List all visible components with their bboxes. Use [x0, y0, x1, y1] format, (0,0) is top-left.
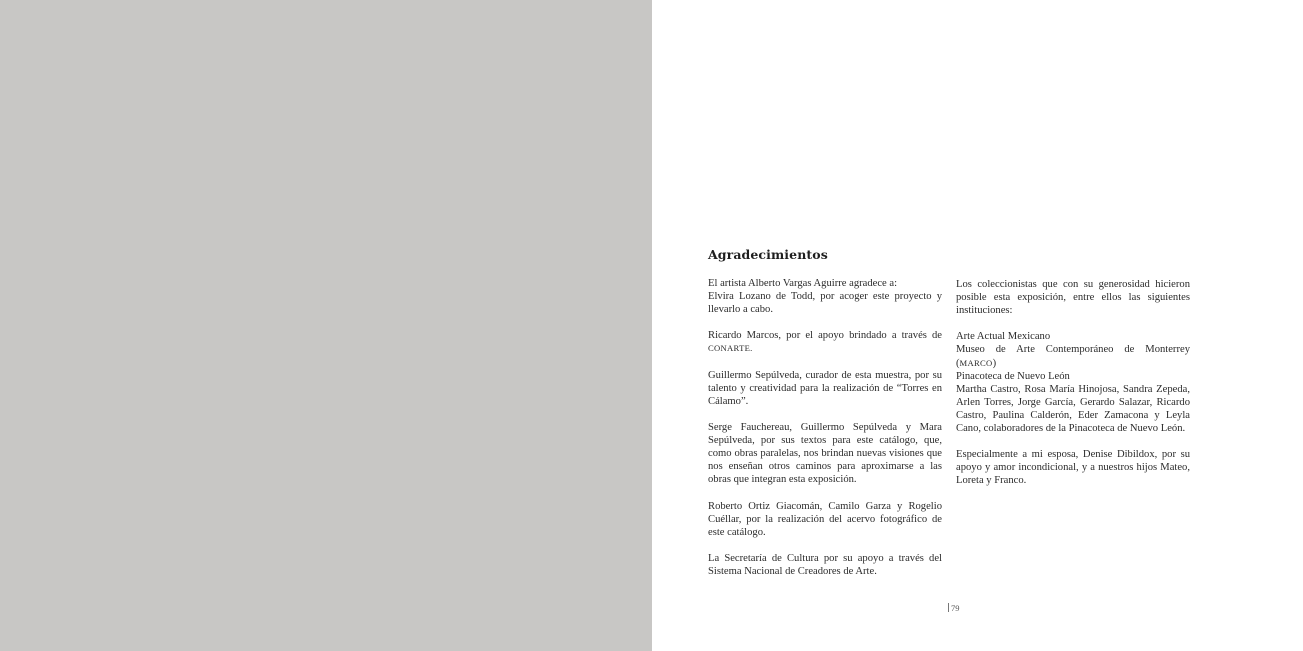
page-number-rule: [948, 603, 949, 612]
paragraph-esposa: Especialmente a mi esposa, Denise Dibildox, por su apoyo y amor incondicional, y a nuestros hijos Mateo, Loreta y Franco.: [956, 449, 1190, 487]
page-number-value: 79: [951, 603, 960, 613]
page-number: [948, 603, 960, 613]
right-text-column: [956, 278, 1190, 501]
conarte-smallcaps: CONARTE.: [708, 343, 753, 354]
institution-marco-text: Museo de Arte Contemporáneo de Monterrey (: [956, 344, 1190, 369]
paragraph-colaboradores: Martha Castro, Rosa María Hinojosa, Sandra Zepeda, Arlen Torres, Jorge García, Gerardo Salazar, Ricardo Castro, Paulina Calderón, Eder Zamacona y Leyla Cano, colaboradores de la Pinacoteca de Nuevo León.: [956, 383, 1190, 435]
institution-marco-close: ): [992, 357, 997, 369]
intro-line: El artista Alberto Vargas Aguirre agradece a:: [708, 278, 898, 289]
paragraph-elvira: Elvira Lozano de Todd, por acoger este proyecto y llevarlo a cabo.: [708, 291, 942, 316]
paragraph-secretaria: La Secretaría de Cultura por su apoyo a través del Sistema Nacional de Creadores de Arte.: [708, 552, 942, 578]
section-heading: Agradecimientos: [708, 247, 828, 262]
paragraph-ricardo: [708, 329, 942, 355]
institution-pinacoteca: Pinacoteca de Nuevo León: [956, 370, 1070, 382]
institution-marco: [956, 343, 1190, 369]
paragraph-guillermo: Guillermo Sepúlveda, curador de esta muestra, por su talento y creatividad para la realización de “Torres en Cálamo”.: [708, 369, 942, 407]
paragraph-serge: Serge Fauchereau, Guillermo Sepúlveda y Mara Sepúlveda, por sus textos para este catálogo, que, como obras paralelas, nos brindan nuevas visiones que nos enseñan otros caminos para aproximarse a las obras que integran esta exposición.: [708, 422, 942, 486]
paragraph-roberto: Roberto Ortiz Giacomán, Camilo Garza y Rogelio Cuéllar, por la realización del acervo fotográfico de este catálogo.: [708, 500, 942, 538]
marco-smallcaps: MARCO: [959, 357, 993, 368]
paragraph-coleccionistas: Los coleccionistas que con su generosidad hicieron posible esta exposición, entre ellos las siguientes instituciones:: [956, 279, 1190, 317]
institution-arte-actual: Arte Actual Mexicano: [956, 331, 1051, 343]
left-text-column: [708, 277, 942, 591]
paragraph-ricardo-text: Ricardo Marcos, por el apoyo brindado a través de: [708, 330, 942, 342]
